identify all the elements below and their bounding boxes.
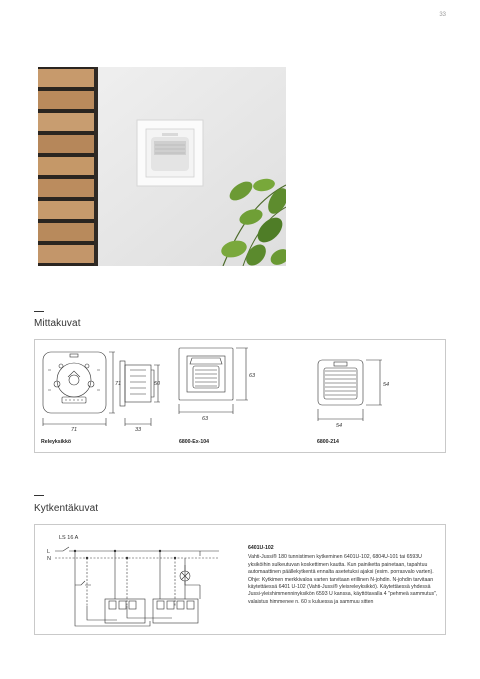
page-number: 33	[439, 12, 446, 18]
sensor-104-drawing	[179, 348, 233, 400]
line-l-label: L	[47, 549, 51, 555]
sensor-104-width-label: 63	[202, 416, 209, 422]
wiring-panel	[34, 524, 446, 635]
relay-unit-side-drawing	[120, 361, 154, 406]
sensor-214-width-label: 54	[336, 423, 343, 429]
section-title-dimensions: Mittakuvat	[34, 318, 81, 329]
description-text: Vahti-Jussi® 180 tunnistimen kytkeminen 6401U-102, 6804U-101 tai 6593U yksiköihin sulkeutuvan koskettimen kautta. Kun painiketta painetaan, tapahtuu automaattinen päällekytkentä ennalta asetetuksi ajaksi (esim. porrasvalo varten). Ohje: Kytkimen merkkivaloa varten tarvitaan erillinen N-johdin. N-johdin tarvitaan käytettäessä 6401 U-102 (Vahti-Jussi® yleisreleyksikkö). Käytettäessä yhdessä Jussi-yleishimmenninyksikön 6593 U kanssa, käyttötavalla 4 "pehmeä sammutus", valaistus himmenee n. 60 s kuluessa ja sammuu sitten	[248, 554, 438, 605]
motion-sensor-device	[137, 120, 203, 186]
sensor-214-drawing	[318, 360, 363, 405]
relay-depth-label: 33	[135, 427, 142, 433]
dimension-drawings	[35, 340, 445, 452]
section-dash	[34, 495, 44, 496]
line-n-label: N	[47, 556, 51, 562]
caption-6800-214: 6800-214	[317, 439, 339, 445]
relay-side-label: 50	[154, 381, 161, 387]
sensor-104-height-label: 63	[249, 373, 256, 379]
dimensions-panel	[34, 339, 446, 453]
section-dash	[34, 311, 44, 312]
caption-6800-ex-104: 6800-Ex-104	[179, 439, 209, 445]
section-title-wiring: Kytkentäkuvat	[34, 503, 99, 514]
relay-unit-front-drawing	[43, 352, 106, 413]
caption-relay-unit: Releyksikkö	[41, 439, 71, 445]
wiring-description	[248, 545, 438, 606]
sensor-214-height-label: 54	[383, 382, 390, 388]
relay-width-label: 71	[71, 427, 78, 433]
breaker-label: LS 16 A	[59, 535, 79, 541]
product-code: 6401U-102	[248, 545, 274, 551]
relay-height-label: 71	[115, 381, 122, 387]
wood-slats	[38, 67, 96, 266]
product-photo	[38, 67, 286, 266]
